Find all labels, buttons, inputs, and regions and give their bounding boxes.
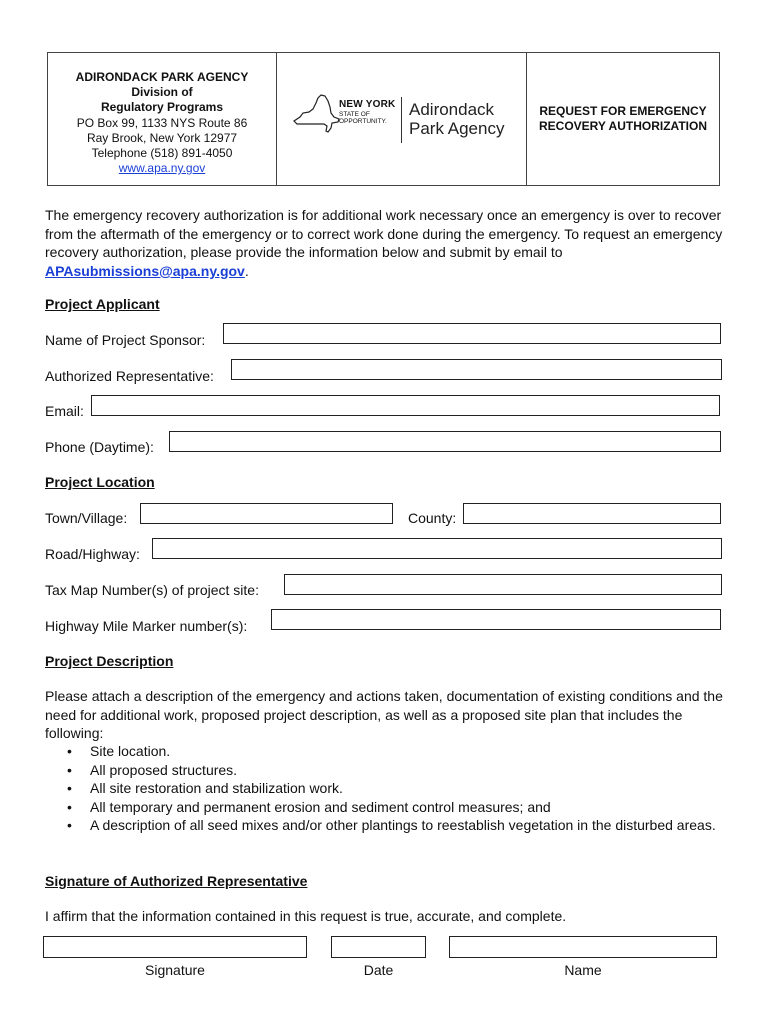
mile-marker-label: Highway Mile Marker number(s):	[45, 618, 248, 634]
logo-state-of-opportunity: STATE OF OPPORTUNITY.	[339, 111, 387, 125]
agency-contact-block	[48, 53, 277, 185]
email-field[interactable]	[91, 395, 720, 416]
sponsor-label: Name of Project Sponsor:	[45, 332, 206, 348]
list-item: • All temporary and permanent erosion and sediment control measures; and	[67, 798, 551, 815]
email-label: Email:	[45, 403, 84, 419]
mile-marker-field[interactable]	[271, 609, 721, 630]
name-label: Name	[564, 962, 602, 978]
logo-divider	[401, 97, 402, 143]
affirmation-text: I affirm that the information contained in this request is true, accurate, and complete.	[45, 908, 567, 924]
road-field[interactable]	[152, 538, 722, 559]
website-link[interactable]: www.apa.ny.gov	[118, 161, 206, 176]
description-paragraph: Please attach a description of the emergency and actions taken, documentation of existing conditions and the need for additional work, proposed project description, as well as a proposed site plan that includes the following:	[45, 688, 723, 742]
list-item: • Site location.	[67, 743, 171, 759]
phone-field[interactable]	[169, 431, 721, 452]
road-label: Road/Highway:	[45, 546, 140, 562]
form-title: REQUEST FOR EMERGENCY RECOVERY AUTHORIZATION	[538, 104, 707, 133]
name-field[interactable]	[449, 936, 717, 958]
phone-number: Telephone (518) 891-4050	[91, 146, 233, 161]
date-field[interactable]	[331, 936, 426, 958]
town-label: Town/Village:	[45, 510, 128, 526]
requirements-list	[67, 742, 727, 835]
town-field[interactable]	[140, 503, 393, 524]
logo-apa-name: Adirondack Park Agency	[409, 100, 505, 138]
list-item: • All site restoration and stabilization work.	[67, 780, 343, 797]
section-title-signature: Signature of Authorized Representative	[45, 873, 308, 889]
agency-name: ADIRONDACK PARK AGENCY	[75, 70, 249, 84]
list-item: • All proposed structures.	[67, 761, 238, 778]
tax-map-label: Tax Map Number(s) of project site:	[45, 582, 259, 598]
division-line2: Regulatory Programs	[100, 100, 224, 115]
address-line1: PO Box 99, 1133 NYS Route 86	[76, 115, 248, 130]
intro-paragraph: The emergency recovery authorization is for additional work necessary once an emergency is over to recover from the aftermath of the emergency or to correct work done during the emergency. To request an emergency recovery authorization, please provide the information below and submit by email to APAsubmissions@apa.ny.gov.	[45, 207, 723, 279]
division-line1: Division of	[131, 85, 193, 100]
letterhead	[47, 52, 720, 186]
county-label: County:	[408, 510, 457, 526]
new-york-state-map-icon	[291, 93, 341, 135]
section-title-description: Project Description	[45, 653, 174, 669]
representative-label: Authorized Representative:	[45, 368, 214, 384]
county-field[interactable]	[463, 503, 721, 524]
section-title-location: Project Location	[45, 474, 155, 490]
phone-label: Phone (Daytime):	[45, 439, 154, 455]
list-item: • A description of all seed mixes and/or other plantings to reestablish vegetation in the disturbed areas.	[67, 817, 716, 834]
signature-label: Signature	[145, 962, 205, 978]
section-title-applicant: Project Applicant	[45, 296, 160, 312]
date-label: Date	[363, 962, 394, 978]
logo-block	[277, 53, 527, 185]
tax-map-field[interactable]	[284, 574, 722, 595]
sponsor-name-field[interactable]	[223, 323, 721, 344]
signature-field[interactable]	[43, 936, 307, 958]
logo-new-york: NEW YORK	[339, 99, 396, 110]
representative-field[interactable]	[231, 359, 722, 380]
address-line2: Ray Brook, New York 12977	[86, 130, 238, 145]
submission-email-link[interactable]: APAsubmissions@apa.ny.gov	[45, 262, 245, 279]
